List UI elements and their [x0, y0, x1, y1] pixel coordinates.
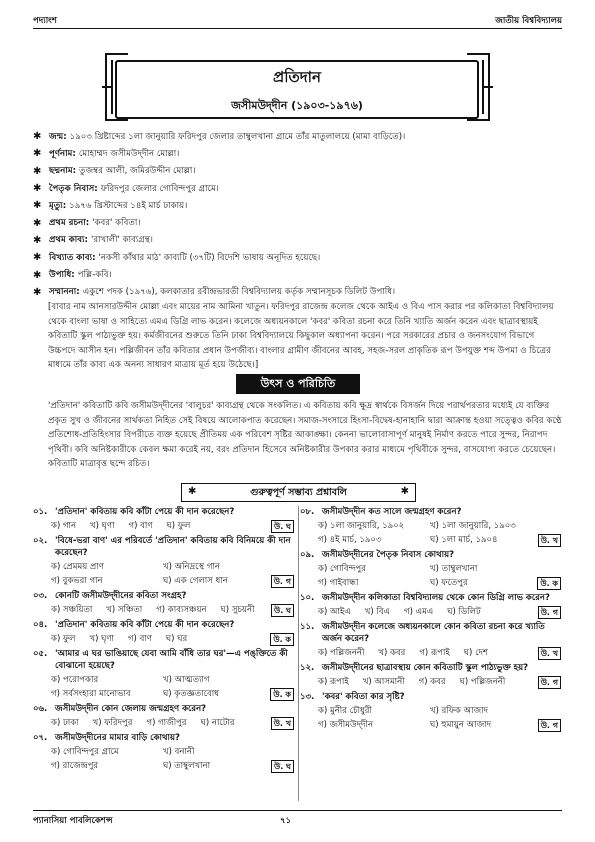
question-text [33, 648, 298, 672]
question-number: ০৪. [33, 620, 48, 630]
question-number: ০৯. [300, 550, 315, 560]
fact-item [33, 249, 563, 266]
fact-item [33, 145, 563, 162]
answer-option: ঘ) নাটোর [200, 718, 235, 728]
fact-text: ১৯৭৬ খ্রিস্টাব্দের ১৪ই মার্চ ঢাকায়। [69, 200, 188, 211]
answer-options [33, 673, 298, 701]
question-stem: কোনটি জসীমউদ্‌দীনের কবিতা সংগ্রহ? [55, 591, 187, 601]
star-icon: ✱ [188, 486, 197, 497]
answer-option: খ) অনিদ্রস্থে গান [163, 562, 220, 572]
fact-label: প্রথম কাব্য: [49, 235, 88, 246]
answer-options [300, 704, 565, 732]
answer-option: ক) রূপাই [318, 677, 349, 687]
mcq-column-right [300, 506, 565, 734]
column-divider [298, 506, 299, 801]
question-text [33, 590, 298, 602]
answer-option: গ) সর্বসংহারা মানোভাব [51, 689, 131, 699]
correct-answer: উ. ক [537, 577, 561, 590]
answer-option: ঘ) ঘর [165, 634, 188, 644]
answer-options [33, 716, 298, 730]
question-text [33, 506, 298, 518]
question-stem: জসীমউদ্‌দীনের মামার বাড়ি কোথায়? [55, 733, 180, 743]
fact-item [33, 284, 563, 301]
answer-option: গ) গাইবান্ধা [318, 578, 359, 588]
fact-text: পল্লি-কবি। [77, 270, 112, 281]
bullet-icon: ✱ [33, 269, 42, 281]
question-number: ০২. [33, 536, 48, 546]
title-box [115, 60, 479, 119]
answer-option: খ) আসমানী [362, 677, 405, 687]
question-number: ১২. [300, 663, 315, 673]
question-item [33, 506, 298, 533]
fact-text: 'কবর' কবিতা। [92, 218, 141, 229]
answer-option: খ) বনানী [163, 747, 195, 757]
fact-item [33, 180, 563, 197]
mcq-column-left [33, 506, 298, 775]
mcq-heading: গুরুত্বপূর্ণ সম্ভাব্য প্রশ্নাবলি [250, 487, 347, 498]
question-item [33, 732, 298, 773]
bullet-icon: ✱ [33, 148, 42, 160]
answer-option: ক) আইএ [318, 607, 351, 617]
answer-option: ক) গোবিন্দপুর গ্রামে [51, 747, 119, 757]
question-stem: জসীমউদ্‌দীন কোন জেলায় জন্মগ্রহণ করেন? [55, 704, 207, 714]
question-number: ১১. [300, 622, 315, 632]
running-header [33, 14, 562, 28]
question-number: ১৩. [300, 692, 315, 702]
question-number: ০৭. [33, 733, 48, 743]
question-item [33, 619, 298, 646]
answer-option: ঘ) ১লা মার্চ, ১৯০৪ [430, 535, 498, 545]
answer-option: ক) ফুল [51, 634, 76, 644]
bullet-icon: ✱ [33, 234, 42, 246]
correct-answer: উ. ক [270, 633, 294, 646]
answer-option: গ) বুকভরা গান [51, 576, 103, 586]
question-stem: 'বিষে-ভরা বাণ' এর পরিবর্তে 'প্রতিদান' কবিতায় কবি বিনিময়ে কী দান করেছেন? [55, 536, 291, 558]
answer-option: গ) রাজেন্দ্রপুর [51, 761, 99, 771]
answer-option: খ) ঘৃণা [90, 521, 115, 531]
answer-option: খ) কবর [378, 648, 406, 658]
question-stem: 'প্রতিদান' কবিতায় কবি কাঁটা পেয়ে কী দান করেছেন? [55, 507, 235, 517]
mcq-banner [181, 483, 416, 502]
answer-options [300, 675, 565, 689]
fact-label: মৃত্যু: [49, 200, 67, 211]
answer-option: ঘ) এক গেলাস ধান [163, 576, 228, 586]
question-text [33, 619, 298, 631]
question-stem: জসীমউদ্‌দীনের পৈতৃক নিবাস কোথায়? [322, 550, 455, 560]
fact-label: ছদ্মনাম: [49, 166, 77, 177]
section-heading: উৎস ও পরিচিতি [236, 374, 360, 394]
question-stem: জসীমউদ্‌দীন কত সালে জন্মগ্রহণ করেন? [322, 507, 462, 517]
answer-option: খ) বিএ [364, 607, 391, 617]
correct-answer: উ. খ [538, 647, 561, 660]
answer-option: খ) সঞ্চিতা [106, 605, 143, 615]
correct-answer: উ. ক [270, 688, 294, 701]
bullet-icon: ✱ [33, 217, 42, 229]
fact-item [33, 214, 563, 231]
answer-option: ঘ) ফতেপুর [430, 578, 468, 588]
question-text [33, 703, 298, 715]
fact-label: পৈতৃক নিবাস: [49, 183, 98, 194]
fact-text: ফরিদপুর জেলার গোবিন্দপুর গ্রামে। [100, 183, 219, 194]
correct-answer: উ. গ [271, 575, 294, 588]
correct-answer: উ. গ [538, 719, 561, 732]
answer-option: ঘ) ডিলিট [447, 607, 481, 617]
answer-options [33, 519, 298, 533]
question-number: ১০. [300, 593, 315, 603]
answer-option: গ) জসীমউদ্‌দীন [318, 720, 374, 730]
fact-item [33, 128, 563, 145]
question-item [300, 621, 565, 660]
question-item [300, 549, 565, 590]
answer-option: খ) ১লা জানুয়ারি, ১৯০৩ [430, 521, 516, 531]
star-icon: ✱ [400, 486, 409, 497]
bullet-icon: ✱ [33, 131, 42, 143]
bullet-icon: ✱ [33, 286, 42, 298]
fact-label: প্রথম রচনা: [49, 218, 90, 229]
header-left: পদ্যাংশ [33, 16, 57, 26]
fact-text: ১৯০৩ খ্রিষ্টাব্দের ১লা জানুয়ারি ফরিদপুর জেলার তাম্বুলখানা গ্রামে তাঁর মাতুলালয়ে (মামা বাড়িতে)। [69, 131, 406, 142]
question-stem: জসীমউদ্‌দীন কলিকাতা বিশ্ববিদ্যালয় থেকে কোন ডিগ্রি লাভ করেন? [322, 593, 550, 603]
question-item [33, 703, 298, 730]
question-text [33, 535, 298, 559]
answer-option: ক) পরোপকার [51, 675, 99, 685]
answer-options [300, 519, 565, 547]
answer-option: ক) পল্লিজননী [318, 648, 365, 658]
fact-label: পূর্ণনাম: [49, 148, 76, 159]
page-footer [33, 814, 562, 828]
question-item [33, 648, 298, 701]
answer-option: গ) এমএ [404, 607, 434, 617]
fact-text: মোহাম্মদ জসীমউদ্‌দীন মোল্লা। [78, 148, 180, 159]
page-number: ৭১ [280, 816, 292, 826]
fact-label: উপাধি: [49, 270, 75, 281]
answer-option: খ) ঘৃণা [89, 634, 114, 644]
answer-option: গ) গাজীপুর [146, 718, 187, 728]
answer-options [300, 562, 565, 590]
question-text [33, 732, 298, 744]
answer-options [33, 745, 298, 773]
answer-option: গ) বাণ [127, 634, 152, 644]
answer-option: ক) মুনীর চৌধুরী [318, 706, 372, 716]
answer-option: ক) ঢাকা [51, 718, 79, 728]
answer-option: গ) কাব্যসঞ্চয়ন [156, 605, 207, 615]
question-text [300, 662, 565, 674]
fact-label: বিখ্যাত কাব্য: [49, 252, 96, 263]
correct-answer: উ. ঘ [271, 520, 294, 533]
bullet-icon: ✱ [33, 200, 42, 212]
question-item [300, 691, 565, 732]
question-number: ০৫. [33, 649, 48, 659]
question-text [300, 506, 565, 518]
answer-option: গ) কবর [418, 677, 446, 687]
poem-title: প্রতিদান [273, 68, 321, 86]
correct-answer: উ. গ [538, 606, 561, 619]
answer-option: খ) ফরিদপুর [92, 718, 133, 728]
answer-option: ঘ) ফুল [166, 521, 191, 531]
answer-option: গ) রূপাই [419, 648, 450, 658]
fact-label: সম্মাননা: [49, 287, 80, 298]
answer-options [300, 646, 565, 660]
fact-item [33, 197, 563, 214]
question-stem: 'কবর' কবিতা কার সৃষ্টি? [322, 692, 405, 702]
question-stem: 'প্রতিদান' কবিতায় কবি কাঁটা পেয়ে কী দান করেছেন? [55, 620, 235, 630]
question-stem: জসীমউদ্‌দীন কলেজে অধ্যয়নকালে কোন কবিতা রচনা করে খ্যাতি অর্জন করেন? [322, 622, 545, 644]
poet-name: জসীমউদ্‌দীন (১৯০৩-১৯৭৬) [231, 99, 363, 112]
answer-option: ক) ১লা জানুয়ারি, ১৯০২ [318, 521, 405, 531]
answer-option: খ) তাম্বুলখানা [430, 564, 478, 574]
question-number: ০৩. [33, 591, 48, 601]
correct-answer: উ. খ [271, 717, 294, 730]
fact-text: তুজম্বর আলী, জমিরউদ্দীন মোল্লা। [79, 166, 196, 177]
bullet-icon: ✱ [33, 165, 42, 177]
question-text [300, 691, 565, 703]
answer-option: খ) আত্মত্যাগ [163, 675, 210, 685]
answer-option: ঘ) কৃতজ্ঞতাবোধ [163, 689, 219, 699]
header-rule [33, 28, 562, 29]
answer-option: ঘ) তাম্বুলখানা [163, 761, 211, 771]
answer-option: ক) গোবিন্দপুর [318, 564, 366, 574]
question-number: ০৮. [300, 507, 315, 517]
question-text [300, 592, 565, 604]
author-facts-list [33, 128, 563, 301]
answer-options [33, 632, 298, 646]
answer-options [300, 605, 565, 619]
answer-option: গ) বাণ [128, 521, 153, 531]
fact-label: জন্ম: [49, 131, 67, 142]
question-item [300, 506, 565, 547]
publisher-name: প্যানাসিয়া পাবলিকেশন্স [33, 816, 113, 826]
question-text [300, 549, 565, 561]
question-item [33, 535, 298, 588]
question-item [300, 592, 565, 619]
correct-answer: উ. ঘ [271, 760, 294, 773]
answer-options [33, 603, 298, 617]
fact-item [33, 232, 563, 249]
question-stem: 'আমার এ ঘর ভাঙিয়াছে যেবা আমি বাঁধি তার ঘর'—এ পঙ্‌ক্তিতে কী বোঝানো হয়েছে? [55, 649, 288, 671]
correct-answer: উ. খ [538, 534, 561, 547]
answer-option: ক) সঞ্চয়িতা [51, 605, 93, 615]
question-number: ০১. [33, 507, 48, 517]
fact-item [33, 163, 563, 180]
answer-option: ক) প্রেমময় প্রাণ [51, 562, 104, 572]
question-number: ০৬. [33, 704, 48, 714]
answer-option: ঘ) দেশ [463, 648, 489, 658]
header-right: জাতীয় বিশ্ববিদ্যালয় [495, 16, 562, 26]
answer-option: খ) রফিক আজাদ [430, 706, 489, 716]
correct-answer: উ. ঘ [271, 604, 294, 617]
answer-option: ঘ) হুমায়ুন আজাদ [430, 720, 492, 730]
fact-item [33, 266, 563, 283]
fact-text: একুশে পদক (১৯৭৬), কলকাতার রবীন্দ্রভারতী বিশ্ববিদ্যালয় কর্তৃক সম্মানসূচক ডিলিট উপাধি। [82, 287, 396, 298]
correct-answer: উ. গ [538, 676, 561, 689]
answer-option: ক) গান [51, 521, 77, 531]
answer-option: গ) ৪ই মার্চ, ১৯০৩ [318, 535, 382, 545]
bullet-icon: ✱ [33, 252, 42, 264]
question-item [300, 662, 565, 689]
answer-options [33, 560, 298, 588]
answer-option: ঘ) সুচয়নী [220, 605, 255, 615]
question-stem: জসীমউদ্‌দীনের ছাত্রাবস্থায় কোন কবিতাটি স্কুল পাঠ্যভুক্ত হয়? [322, 663, 529, 673]
question-item [33, 590, 298, 617]
answer-option: ঘ) পল্লিজননী [459, 677, 506, 687]
source-introduction: 'প্রতিদান' কবিতাটি কবি জসীমউদ্‌দীনের 'বালুচর' কাব্যগ্রন্থ থেকে সংকলিত। এ কবিতায় কবি ক্ষুদ্র স্বার্থকে বিসর্জন দিয়ে পরার্থপরতার মধ্যেই যে ব্যক্তির প্রকৃত সুখ ও জীবনের সার্থকতা নিহিত সেই বিষয়ে আলোকপাত করেছেন। সমাজ-সংসারে হিংসা-বিদ্বেষ-হানাহানি দ্বারা আক্রান্ত হওয়া সত্ত্বেও কবির কণ্ঠে প্রতিশোধ-প্রতিহিংসার বিপরীতে ব্যক্ত হয়েছে প্রীতিময় এক পরিবেশ সৃষ্টির আকাঙ্ক্ষা। কেননা ভালোবাসাপূর্ণ মানুষই নির্মাণ করতে পারে সুন্দর, নিরাপদ পৃথিবী। কবি অনিষ্টকারীকে কেবল ক্ষমা করেই নয়, বরং প্রতিদান হিসেবে অনিষ্টকারীর উপকার করার মাধ্যমে পৃথিবীকে সুন্দর, বাসযোগ্য করতে চেয়েছেন। কবিতাটি মাত্রাবৃত্ত ছন্দে রচিত। [48, 401, 562, 469]
question-text [300, 621, 565, 645]
bullet-icon: ✱ [33, 183, 42, 195]
footer-rule [33, 810, 562, 811]
fact-text: 'রাখালী' কাব্যগ্রন্থ। [90, 235, 154, 246]
author-biography: [বাবার নাম আনসারউদ্দীন মোল্লা এবং মায়ের নাম আমিনা খাতুন। ফরিদপুর রাজেন্দ্র কলেজ থেকে আইএ ও বিএ পাস করার পর কলিকাতা বিশ্ববিদ্যালয় থেকে বাংলা ভাষা ও সাহিত্যে এমএ ডিগ্রি লাভ করেন। কলেজে অধ্যয়নকালে 'কবর' কবিতা রচনা করে তিনি খ্যাতি অর্জন করেন এবং ছাত্রাবস্থায়ই কবিতাটি স্কুল পাঠ্যভুক্ত হয়। কর্মজীবনের শুরুতে তিনি ঢাকা বিশ্ববিদ্যালয়ে কিছুকাল অধ্যাপনা করেন। পরে সরকারের প্রচার ও জনসংযোগ বিভাগে উচ্চপদে আসীন হন। পল্লিজীবন তাঁর কবিতার প্রধান উপজীব্য। বাংলার গ্রামীণ জীবনের আবহ, সহজ-সরল প্রাকৃতিক রূপ উপযুক্ত শব্দ উপমা ও চিত্রের মাধ্যমে তাঁর কাব্য এক অনন্য সাধারণ মাত্রায় মূর্ত হয়ে উঠেছে।] [48, 302, 554, 370]
fact-text: 'নকসী কাঁথার মাঠ' কাব্যটি (৩৭টি) বিদেশি ভাষায় অনূদিত হয়েছে। [98, 252, 321, 263]
